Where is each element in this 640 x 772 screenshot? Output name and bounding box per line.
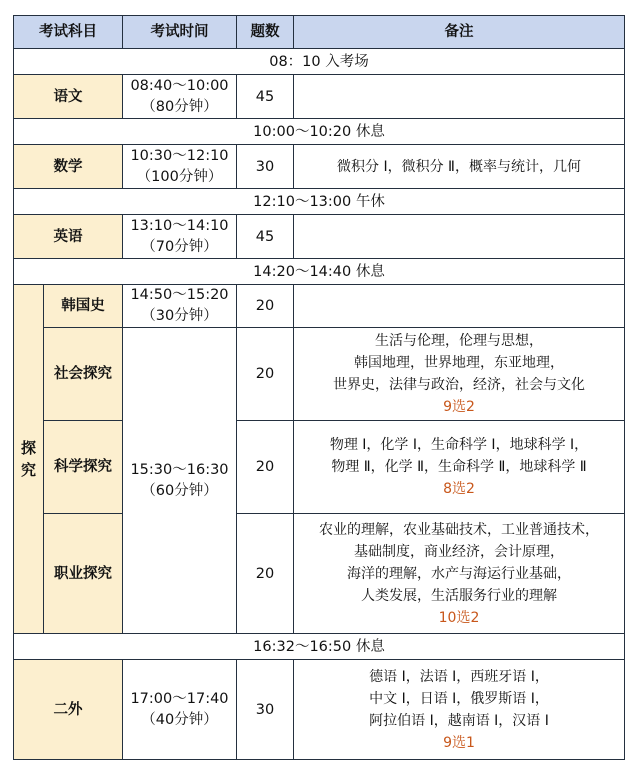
vocational-notes [294, 514, 625, 634]
second-language-time: 17:00～17:40 [130, 690, 229, 707]
break1-row [14, 119, 625, 145]
inquiry-char-1: 探 [20, 439, 36, 457]
english-count: 45 [237, 215, 294, 259]
exam-schedule-table [13, 15, 625, 760]
lunch-row [14, 189, 625, 215]
break2-row [14, 259, 625, 285]
korean-count: 45 [237, 75, 294, 119]
english-time: 13:10～14:10 [130, 217, 229, 234]
second-language-line: 阿拉伯语 Ⅰ，越南语 Ⅰ，汉语 Ⅰ [369, 712, 549, 729]
second-language-row [14, 660, 625, 760]
header-notes: 备注 [294, 16, 625, 49]
social-pick: 9选2 [443, 399, 475, 415]
math-time-cell [123, 145, 237, 189]
break3-row [14, 634, 625, 660]
history-time: 14:50～15:20 [130, 287, 229, 303]
second-language-duration: （40分钟） [141, 711, 218, 728]
math-count: 30 [237, 145, 294, 189]
inquiry-shared-duration: （60分钟） [141, 482, 218, 499]
science-line: 物理 Ⅱ，化学 Ⅱ，生命科学 Ⅱ，地球科学 Ⅱ [331, 459, 587, 475]
korean-notes [294, 75, 625, 119]
second-language-count: 30 [237, 660, 294, 760]
math-time: 10:30～12:10 [130, 147, 229, 164]
inquiry-shared-time: 15:30～16:30 [130, 461, 229, 478]
second-language-notes [294, 660, 625, 760]
social-line: 韩国地理，世界地理，东亚地理， [354, 355, 564, 371]
social-subject: 社会探究 [44, 328, 123, 421]
vocational-pick: 10选2 [438, 609, 480, 626]
entry-row [14, 49, 625, 75]
inquiry-char-2: 究 [20, 461, 36, 479]
korean-time-cell [123, 75, 237, 119]
second-language-subject: 二外 [14, 660, 123, 760]
vocational-subject: 职业探究 [44, 514, 123, 634]
korean-row [14, 75, 625, 119]
vocational-line: 人类发展，生活服务行业的理解 [361, 587, 557, 604]
history-subject: 韩国史 [44, 285, 123, 328]
science-line: 物理 Ⅰ，化学 Ⅰ，生命科学 Ⅰ，地球科学 Ⅰ， [329, 437, 589, 453]
social-line: 生活与伦理，伦理与思想， [375, 333, 543, 349]
social-line: 世界史，法律与政治，经济，社会与文化 [333, 377, 585, 393]
english-duration: （70分钟） [141, 238, 218, 255]
vocational-row [14, 514, 625, 634]
science-count: 20 [237, 421, 294, 514]
history-notes [294, 285, 625, 328]
english-notes [294, 215, 625, 259]
history-row [14, 285, 625, 328]
social-notes [294, 328, 625, 421]
science-pick: 8选2 [443, 481, 475, 497]
header-subject: 考试科目 [14, 16, 123, 49]
history-duration: （30分钟） [141, 308, 218, 324]
break1-time: 10:00～10:20 休息 [14, 119, 625, 145]
inquiry-group-label [14, 285, 44, 634]
header-row [14, 16, 625, 49]
vocational-line: 基础制度，商业经济，会计原理， [354, 543, 564, 560]
break2-time: 14:20～14:40 休息 [14, 259, 625, 285]
english-subject: 英语 [14, 215, 123, 259]
korean-subject: 语文 [14, 75, 123, 119]
break3-time: 16:32～16:50 休息 [14, 634, 625, 660]
history-count: 20 [237, 285, 294, 328]
korean-duration: （80分钟） [141, 98, 218, 115]
inquiry-shared-time-cell [123, 328, 237, 634]
math-duration: （100分钟） [136, 168, 223, 185]
entry-time: 08：10 入考场 [14, 49, 625, 75]
header-time: 考试时间 [123, 16, 237, 49]
vocational-line: 农业的理解，农业基础技术，工业普通技术， [319, 521, 599, 538]
science-subject: 科学探究 [44, 421, 123, 514]
vocational-count: 20 [237, 514, 294, 634]
vocational-line: 海洋的理解，水产与海运行业基础， [347, 565, 571, 582]
math-notes: 微积分 Ⅰ，微积分 Ⅱ，概率与统计，几何 [294, 145, 625, 189]
math-subject: 数学 [14, 145, 123, 189]
math-row [14, 145, 625, 189]
korean-time: 08:40～10:00 [130, 77, 229, 94]
lunch-time: 12:10～13:00 午休 [14, 189, 625, 215]
english-row [14, 215, 625, 259]
second-language-time-cell [123, 660, 237, 760]
second-language-pick: 9选1 [443, 734, 475, 751]
history-time-cell [123, 285, 237, 328]
social-count: 20 [237, 328, 294, 421]
science-notes [294, 421, 625, 514]
social-row [14, 328, 625, 421]
header-count: 题数 [237, 16, 294, 49]
english-time-cell [123, 215, 237, 259]
second-language-line: 德语 Ⅰ，法语 Ⅰ，西班牙语 Ⅰ， [369, 668, 549, 685]
science-row [14, 421, 625, 514]
second-language-line: 中文 Ⅰ，日语 Ⅰ，俄罗斯语 Ⅰ， [369, 690, 549, 707]
